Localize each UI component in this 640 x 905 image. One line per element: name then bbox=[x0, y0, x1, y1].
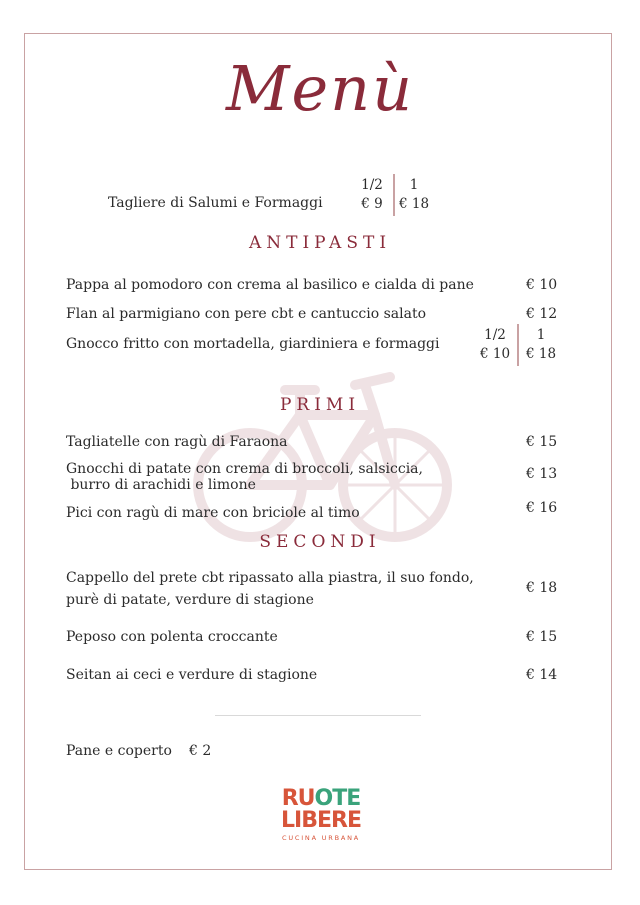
menu-title: Menù bbox=[225, 52, 415, 125]
tagliere-full-label: 1 bbox=[409, 177, 419, 193]
logo-line2: LIBERE bbox=[281, 808, 361, 833]
logo-text-ru: RU bbox=[281, 786, 315, 811]
gnocco-full-column bbox=[521, 326, 561, 364]
gnocco-full-label: 1 bbox=[536, 327, 546, 343]
logo-subtitle: CUCINA URBANA bbox=[281, 834, 360, 842]
menu-item-price: € 15 bbox=[526, 629, 558, 645]
menu-item-name: Gnocco fritto con mortadella, giardiniera e formaggi bbox=[66, 336, 440, 352]
menu-item-price: € 13 bbox=[526, 466, 558, 482]
tagliere-half-label: 1/2 bbox=[361, 177, 383, 193]
ruote-libere-logo bbox=[276, 788, 366, 842]
menu-item-price: € 14 bbox=[526, 667, 558, 683]
primi-heading: PRIMI bbox=[279, 395, 361, 415]
gnocco-half-price: € 10 bbox=[479, 346, 511, 362]
tagliere-divider bbox=[393, 174, 395, 216]
menu-item-name-line1: Gnocchi di patate con crema di broccoli, salsiccia, bbox=[66, 461, 423, 477]
menu-item-name-line2: burro di arachidi e limone bbox=[66, 477, 256, 493]
menu-item-name: Pappa al pomodoro con crema al basilico e cialda di pane bbox=[66, 277, 474, 293]
tagliere-half-price: € 9 bbox=[361, 196, 383, 212]
logo-text-te: TE bbox=[332, 786, 361, 811]
menu-item-price: € 18 bbox=[526, 580, 558, 596]
menu-item-price: € 15 bbox=[526, 434, 558, 450]
menu-item-price: € 10 bbox=[526, 277, 558, 293]
gnocco-half-column bbox=[474, 326, 516, 364]
menu-item-name: Peposo con polenta croccante bbox=[66, 629, 278, 645]
menu-item-name: Tagliatelle con ragù di Faraona bbox=[66, 434, 288, 450]
logo-text-o: O bbox=[314, 786, 333, 811]
menu-item-price: € 12 bbox=[526, 306, 558, 322]
antipasti-heading: ANTIPASTI bbox=[248, 233, 392, 253]
section-divider bbox=[215, 715, 421, 716]
secondi-heading: SECONDI bbox=[259, 532, 381, 552]
coperto-price: € 2 bbox=[189, 743, 212, 759]
menu-item-name-line1: Cappello del prete cbt ripassato alla piastra, il suo fondo, bbox=[66, 570, 474, 586]
menu-item-name: Flan al parmigiano con pere cbt e cantuccio salato bbox=[66, 306, 427, 322]
coperto-label: Pane e coperto bbox=[66, 743, 172, 759]
gnocco-full-price: € 18 bbox=[525, 346, 557, 362]
tagliere-half-column bbox=[352, 176, 392, 214]
menu-item-name: Pici con ragù di mare con briciole al timo bbox=[66, 505, 360, 521]
gnocco-half-label: 1/2 bbox=[484, 327, 506, 343]
menu-item-price: € 16 bbox=[526, 500, 558, 516]
menu-item-name-line2: purè di patate, verdure di stagione bbox=[66, 592, 314, 608]
tagliere-name: Tagliere di Salumi e Formaggi bbox=[108, 195, 323, 211]
tagliere-full-column bbox=[396, 176, 432, 214]
gnocco-divider bbox=[517, 324, 519, 366]
tagliere-full-price: € 18 bbox=[398, 196, 430, 212]
menu-item-name: Seitan ai ceci e verdure di stagione bbox=[66, 667, 318, 683]
logo-line1 bbox=[276, 788, 366, 810]
